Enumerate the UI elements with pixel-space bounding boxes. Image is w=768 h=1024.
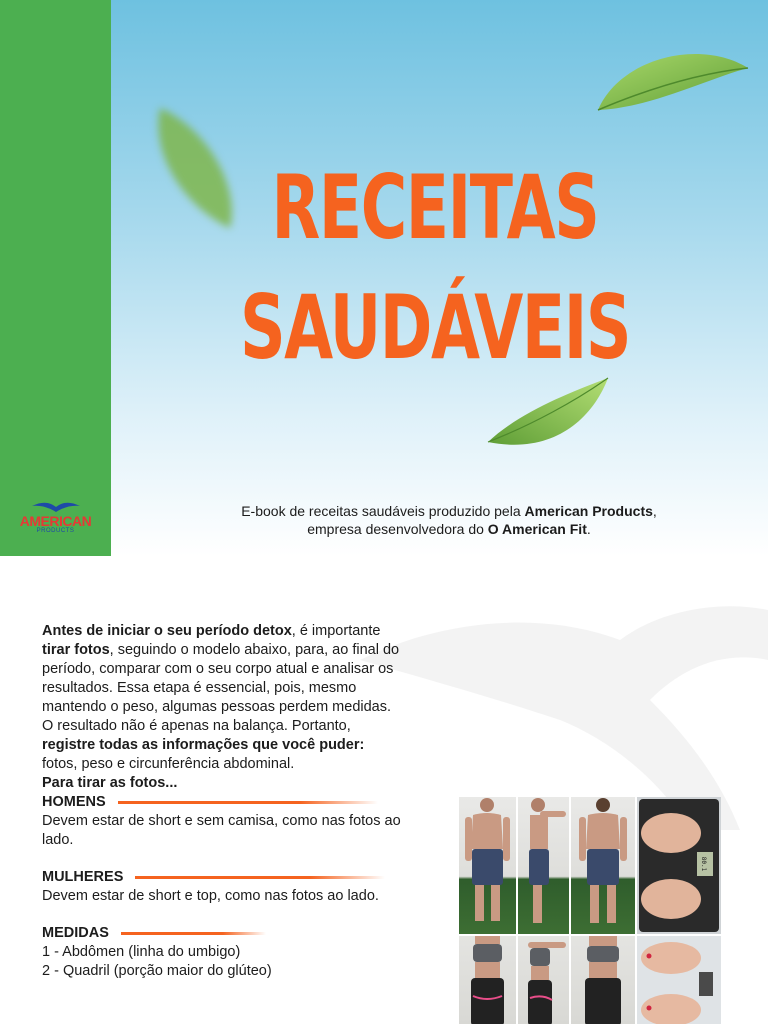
intro-text-4: .	[586, 521, 591, 537]
section-men-divider	[118, 801, 378, 804]
section-women-divider	[135, 876, 385, 879]
photo-man-side	[518, 797, 569, 934]
p2-bold-register: registre todas as informações que você puder:	[42, 737, 365, 753]
woman-front-figure-icon	[459, 936, 516, 1024]
section-measures-header	[42, 924, 402, 943]
paragraph-photos	[42, 622, 402, 717]
woman-feet-on-scale-icon	[637, 936, 721, 1024]
photo-woman-side	[518, 936, 569, 1024]
p1-text-1: , é importante	[291, 623, 381, 639]
man-side-figure-icon	[518, 797, 569, 934]
man-front-figure-icon	[459, 797, 516, 934]
p2-text-2: fotos, peso e circunferência abdominal.	[42, 756, 295, 772]
section-measures	[42, 924, 402, 981]
scale-reading-man: 80.1	[700, 856, 707, 872]
section-men	[42, 793, 402, 850]
section-women-title: MULHERES	[42, 869, 124, 885]
photo-man-back	[571, 797, 635, 934]
intro-text-2: ,	[652, 503, 657, 519]
green-side-bar	[0, 0, 111, 556]
reference-photos-grid	[459, 797, 723, 1024]
photo-man-front	[459, 797, 516, 934]
brand-subname: PRODUCTS	[36, 528, 75, 534]
p1-bold-photos: tirar fotos	[42, 642, 110, 658]
man-feet-on-scale-icon	[637, 797, 721, 934]
american-products-logo	[8, 500, 103, 540]
photo-woman-back	[571, 936, 635, 1024]
section-men-header	[42, 793, 402, 812]
section-women-header	[42, 868, 402, 887]
photo-man-scale	[637, 797, 721, 934]
section-measures-divider	[121, 932, 266, 935]
woman-back-figure-icon	[571, 936, 635, 1024]
section-women-text: Devem estar de short e top, como nas fotos ao lado.	[42, 888, 379, 904]
photo-woman-scale	[637, 936, 721, 1024]
cover-title	[230, 148, 640, 388]
brand-name: AMERICAN	[19, 513, 92, 529]
section-men-title: HOMENS	[42, 794, 106, 810]
photos-intro: Para tirar as fotos...	[42, 775, 178, 791]
measure-item-2: 2 - Quadril (porção maior do glúteo)	[42, 963, 272, 979]
photo-woman-front	[459, 936, 516, 1024]
p1-bold-detox: Antes de iniciar o seu período detox	[42, 623, 292, 639]
eagle-logo-icon	[30, 500, 82, 514]
section-women	[42, 868, 402, 906]
p2-text-1: O resultado não é apenas na balança. Portanto,	[42, 718, 351, 734]
intro-text-3: empresa desenvolvedora do	[307, 521, 488, 537]
background-eagle-watermark-icon	[360, 600, 768, 830]
man-back-figure-icon	[571, 797, 635, 934]
cover-title-line-1: RECEITAS	[271, 156, 599, 259]
detox-instructions	[42, 622, 402, 981]
intro-product-bold: O American Fit	[487, 521, 587, 537]
p1-text-2: , seguindo o modelo abaixo, para, ao final do período, comparar com o seu corpo atual e analisar os resultados. Essa etapa é essencial, pois, mesmo mantendo o peso, algumas pessoas perdem medidas.	[42, 642, 400, 715]
paragraph-results	[42, 717, 402, 774]
section-measures-title: MEDIDAS	[42, 925, 109, 941]
intro-text-1: E-book de receitas saudáveis produzido pela	[241, 503, 525, 519]
woman-side-figure-icon	[518, 936, 569, 1024]
leaf-top-right-icon	[590, 38, 755, 118]
section-men-text: Devem estar de short e sem camisa, como nas fotos ao lado.	[42, 813, 401, 848]
cover-intro-text	[210, 502, 688, 538]
intro-brand-bold: American Products	[524, 503, 653, 519]
cover-title-line-2: SAUDÁVEIS	[239, 276, 631, 379]
measure-item-1: 1 - Abdômen (linha do umbigo)	[42, 944, 241, 960]
